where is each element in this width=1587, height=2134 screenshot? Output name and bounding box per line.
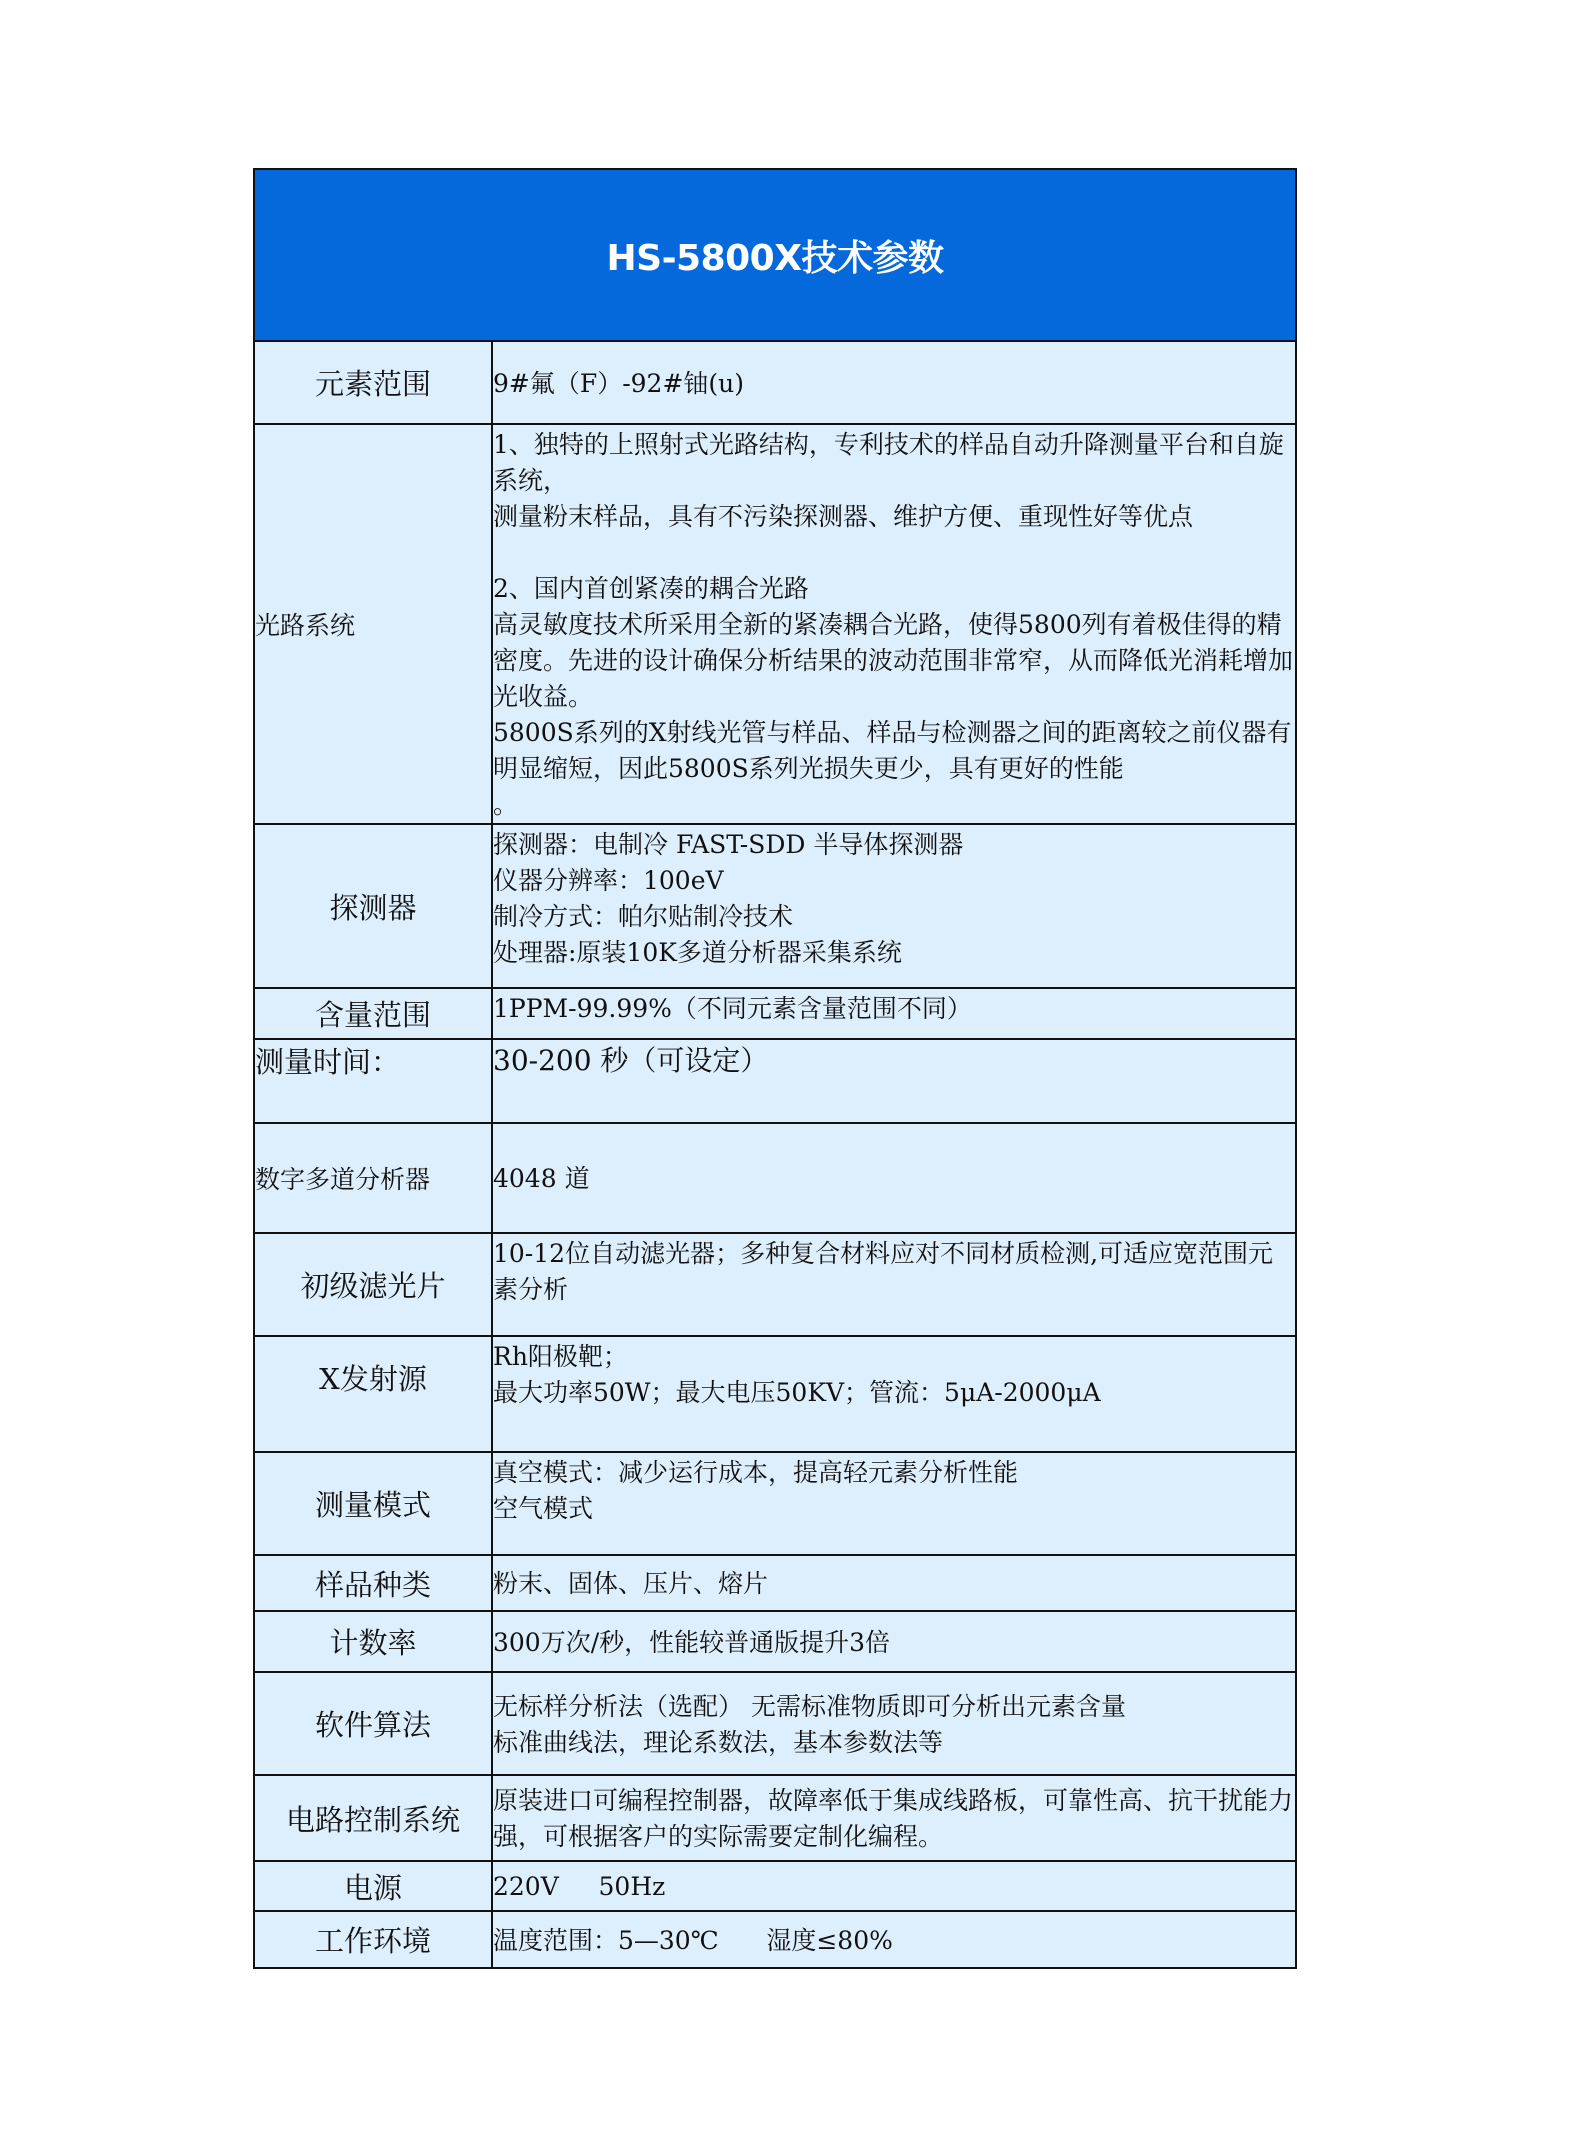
row-label: 软件算法 bbox=[254, 1672, 492, 1775]
table-row bbox=[254, 988, 1296, 1039]
blank-line bbox=[493, 535, 1295, 571]
table-row bbox=[254, 1911, 1296, 1968]
row-value: 4048 道 bbox=[492, 1123, 1296, 1233]
table-row bbox=[254, 1039, 1296, 1123]
row-label: 初级滤光片 bbox=[254, 1233, 492, 1336]
row-label: 含量范围 bbox=[254, 988, 492, 1039]
row-value: 温度范围：5—30℃ 湿度≤80% bbox=[492, 1911, 1296, 1968]
table-row bbox=[254, 1555, 1296, 1611]
row-value: 1PPM-99.99%（不同元素含量范围不同） bbox=[492, 988, 1296, 1039]
table-row bbox=[254, 1336, 1296, 1452]
table-row bbox=[254, 824, 1296, 988]
table-row bbox=[254, 1611, 1296, 1672]
table-row bbox=[254, 1672, 1296, 1775]
row-label: 测量时间： bbox=[254, 1039, 492, 1123]
row-label: 电路控制系统 bbox=[254, 1775, 492, 1861]
row-value: 无标样分析法（选配） 无需标准物质即可分析出元素含量 标准曲线法，理论系数法，基本参数法等 bbox=[492, 1672, 1296, 1775]
row-value: 9#氟（F）-92#铀(u) bbox=[492, 341, 1296, 424]
row-value: 真空模式：减少运行成本，提高轻元素分析性能 空气模式 bbox=[492, 1452, 1296, 1555]
row-label: 光路系统 bbox=[254, 424, 492, 824]
row-label: 计数率 bbox=[254, 1611, 492, 1672]
row-value: 10-12位自动滤光器；多种复合材料应对不同材质检测,可适应宽范围元素分析 bbox=[492, 1233, 1296, 1336]
row-value: Rh阳极靶； 最大功率50W；最大电压50KV；管流：5μA-2000μA bbox=[492, 1336, 1296, 1452]
table-row bbox=[254, 424, 1296, 824]
row-label: 探测器 bbox=[254, 824, 492, 988]
row-label: 数字多道分析器 bbox=[254, 1123, 492, 1233]
row-label: 样品种类 bbox=[254, 1555, 492, 1611]
row-value: 粉末、固体、压片、熔片 bbox=[492, 1555, 1296, 1611]
spec-table bbox=[253, 168, 1297, 1969]
row-label: 工作环境 bbox=[254, 1911, 492, 1968]
row-value: 探测器：电制冷 FAST-SDD 半导体探测器 仪器分辨率：100eV 制冷方式：帕尔贴制冷技术 处理器:原装10K多道分析器采集系统 bbox=[492, 824, 1296, 988]
row-value: 1、独特的上照射式光路结构，专利技术的样品自动升降测量平台和自旋系统， 测量粉末样品，具有不污染探测器、维护方便、重现性好等优点 2、国内首创紧凑的耦合光路 高灵敏度技术所采用全新的紧凑耦合光路，使得5800列有着极佳得的精密度。先进的设计确保分析结果的波动范围非常窄，从而降低光消耗增加光收益。 5800S系列的X射线光管与样品、样品与检测器之间的距离较之前仪器有明显缩短，因此5800S系列光损失更少，具有更好的性能 。 bbox=[492, 424, 1296, 824]
row-label: X发射源 bbox=[254, 1336, 492, 1452]
row-value: 220V 50Hz bbox=[492, 1861, 1296, 1911]
row-value: 300万次/秒，性能较普通版提升3倍 bbox=[492, 1611, 1296, 1672]
table-title: HS-5800X技术参数 bbox=[254, 169, 1296, 341]
row-label: 元素范围 bbox=[254, 341, 492, 424]
row-label: 电源 bbox=[254, 1861, 492, 1911]
row-value: 30-200 秒（可设定） bbox=[492, 1039, 1296, 1123]
table-row bbox=[254, 1861, 1296, 1911]
row-value: 原装进口可编程控制器，故障率低于集成线路板，可靠性高、抗干扰能力强，可根据客户的实际需要定制化编程。 bbox=[492, 1775, 1296, 1861]
row-label: 测量模式 bbox=[254, 1452, 492, 1555]
table-header-row bbox=[254, 169, 1296, 341]
table-row bbox=[254, 1452, 1296, 1555]
table-row bbox=[254, 1123, 1296, 1233]
table-row bbox=[254, 1775, 1296, 1861]
table-row bbox=[254, 1233, 1296, 1336]
table-row bbox=[254, 341, 1296, 424]
